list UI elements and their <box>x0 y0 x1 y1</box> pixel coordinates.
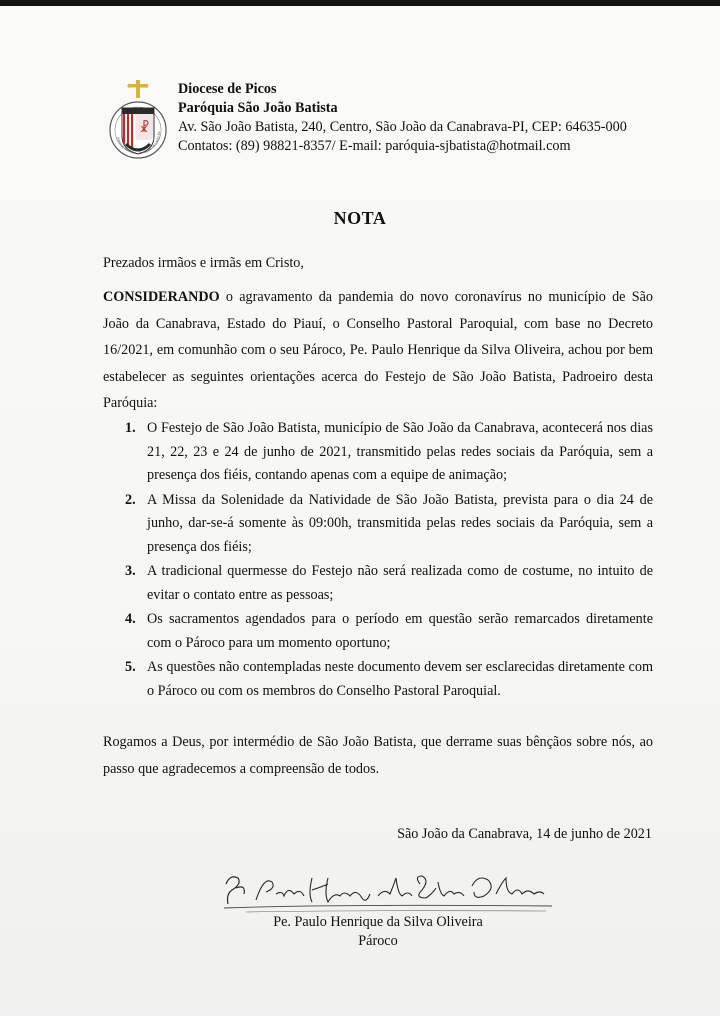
parish-address: Av. São João Batista, 240, Centro, São João da Canabrava-PI, CEP: 64635-000 <box>178 119 627 135</box>
greeting: Prezados irmãos e irmãs em Cristo, <box>103 255 304 271</box>
item-text: A tradicional quermesse do Festejo não será realizada como de costume, no intuito de evitar o contato entre as pessoas; <box>147 563 653 603</box>
item-text: A Missa da Solenidade da Natividade de São João Batista, prevista para o dia 24 de junho, dar-se-á somente às 09:00h, transmitida pelas redes sociais da Paróquia, sem a presença dos fiéis; <box>147 491 653 555</box>
parish-contacts: Contatos: (89) 98821-8357/ E-mail: paróquia-sjbatista@hotmail.com <box>178 138 571 154</box>
list-item <box>103 560 653 607</box>
closing-paragraph: Rogamos a Deus, por intermédio de São João Batista, que derrame suas bênçãos sobre nós, ao passo que agradecemos a compreensão de todos. <box>103 734 653 777</box>
parish-crest-icon <box>108 80 168 160</box>
crest-motto-text: Diocese de Picos · Paróquia São João Ba <box>115 131 162 156</box>
item-text: As questões não contempladas neste documento devem ser esclarecidas diretamente com o Pároco ou com os membros do Conselho Pastoral Paroquial. <box>147 659 653 699</box>
parish-name: Paróquia São João Batista <box>178 100 338 116</box>
signer-name: Pe. Paulo Henrique da Silva Oliveira <box>273 914 483 930</box>
handwritten-signature <box>216 864 556 920</box>
item-text: O Festejo de São João Batista, município de São João da Canabrava, acontecerá nos dias 21, 22, 23 e 24 de junho de 2021, transmitido pelas redes sociais da Paróquia, sem a presença dos fiéis, contando apenas com a equipe de animação; <box>147 420 653 483</box>
signer-role: Pároco <box>358 933 398 949</box>
list-item <box>103 608 653 655</box>
document-title: NOTA <box>333 208 387 228</box>
item-number: 4. <box>125 611 136 627</box>
considering-paragraph <box>103 284 653 417</box>
list-item <box>103 417 653 488</box>
document-page <box>0 6 720 1016</box>
list-item <box>103 656 653 703</box>
considering-lead: CONSIDERANDO <box>103 289 220 305</box>
considering-text: o agravamento da pandemia do novo coronavírus no município de São João da Canabrava, Estado do Piauí, o Conselho Pastoral Paroquial, com base no Decreto 16/2021, em comunhão com o seu Pároco, Pe. Paulo Henrique da Silva Oliveira, achou por bem estabelecer as seguintes orientações acerca do Festejo de São João Batista, Padroeiro desta Paróquia: <box>103 289 653 411</box>
letterhead <box>108 76 668 166</box>
diocese-name: Diocese de Picos <box>178 81 277 97</box>
item-number: 5. <box>125 659 136 675</box>
list-item <box>103 489 653 560</box>
letterhead-text <box>178 80 627 156</box>
item-text: Os sacramentos agendados para o período em questão serão remarcados diretamente com o Pároco para um momento oportuno; <box>147 611 653 651</box>
date-line: São João da Canabrava, 14 de junho de 2021 <box>397 826 652 842</box>
svg-text:☧: ☧ <box>139 121 150 136</box>
item-number: 2. <box>125 491 136 508</box>
item-number: 1. <box>125 420 136 436</box>
item-number: 3. <box>125 563 136 579</box>
guidelines-list <box>103 417 653 704</box>
